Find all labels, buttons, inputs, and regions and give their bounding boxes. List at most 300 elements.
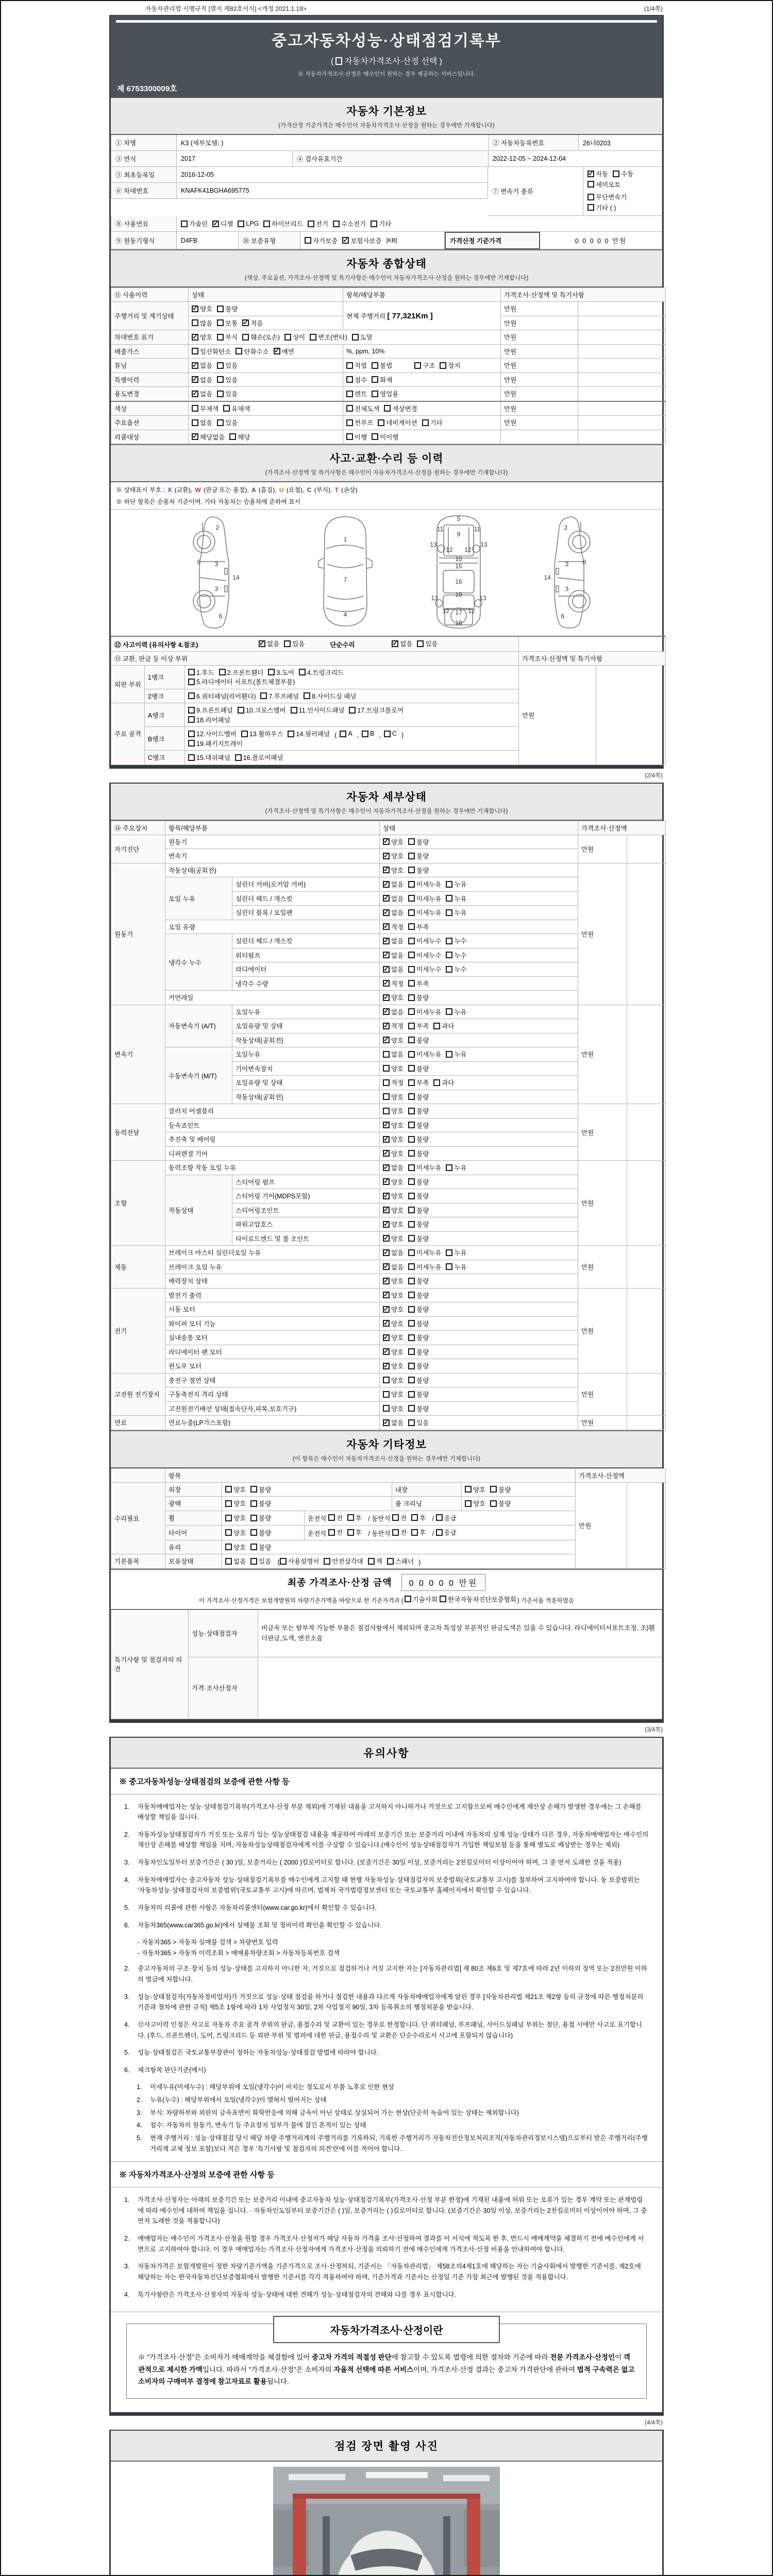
item-label: 타이로드엔드 및 볼 조인트: [232, 1231, 380, 1246]
state-option[interactable]: ✓ 매연: [274, 347, 294, 356]
detail-state-option[interactable]: 불량: [408, 1092, 429, 1101]
detail-state-option[interactable]: 불량: [408, 1177, 429, 1187]
state-option[interactable]: 도말: [352, 332, 373, 342]
detail-state-option[interactable]: ✓ 양호: [383, 851, 404, 860]
field-label: ③ 연식: [111, 151, 177, 167]
notice-item: 6. 체크항목 판단기준(예시): [124, 2066, 206, 2074]
detail-state-option[interactable]: 누유: [446, 879, 466, 889]
other-option[interactable]: 양호: [225, 1485, 246, 1494]
detail-state-option[interactable]: 불량: [408, 1106, 429, 1115]
detail-state-option[interactable]: ✓ 양호: [383, 1149, 404, 1158]
other-option[interactable]: 불량: [250, 1499, 271, 1508]
legend-symbol: X: [167, 486, 172, 494]
state-option[interactable]: 훼손(오손): [242, 332, 280, 342]
detail-state-option[interactable]: 미세누유: [408, 894, 441, 903]
other-option[interactable]: 불량: [250, 1513, 271, 1522]
final-price-label: 최종 가격조사·산정 금액: [287, 1578, 392, 1588]
panel-option[interactable]: 9.프론트패널: [188, 705, 233, 715]
state-option[interactable]: 없음: [192, 418, 212, 427]
detail-state-option[interactable]: 부족: [408, 1078, 429, 1087]
detail-state-option[interactable]: ✓ 양호: [383, 1333, 404, 1342]
item-option[interactable]: 장치: [440, 361, 460, 370]
detail-state-option[interactable]: ✓ 없음: [383, 1007, 404, 1016]
detail-state-option[interactable]: 미세누유: [408, 908, 441, 917]
other-option[interactable]: 불량: [250, 1543, 271, 1552]
fuel-option[interactable]: ✓ 디젤: [212, 219, 233, 228]
detail-state-option[interactable]: ✓ 양호: [383, 993, 404, 1002]
other-option[interactable]: 양호: [465, 1499, 485, 1508]
state-option[interactable]: 있음: [217, 375, 238, 384]
panel-option[interactable]: 7.루프패널: [260, 691, 299, 701]
state-checks: [380, 1246, 578, 1260]
accident-history-option[interactable]: 있음: [284, 639, 305, 648]
pos-option[interactable]: 후: [347, 1528, 362, 1537]
detail-state-option[interactable]: 불량: [408, 851, 429, 860]
document-header: [111, 16, 662, 98]
simple-repair-option[interactable]: ✓ 없음: [392, 639, 412, 648]
other-option[interactable]: 불량: [490, 1485, 511, 1494]
pos-option[interactable]: 전: [392, 1528, 407, 1537]
detail-state-option[interactable]: 양호: [383, 1092, 404, 1101]
detail-state-option[interactable]: ✓ 없음: [383, 908, 404, 917]
detail-state-option[interactable]: 있음: [408, 1418, 429, 1427]
detail-state-option[interactable]: 불량: [408, 1389, 429, 1399]
other-title: 자동차 기타정보: [346, 1438, 427, 1451]
item-option[interactable]: 렌트: [346, 389, 367, 398]
fuel-option[interactable]: 하이브리드: [263, 219, 303, 228]
pos-option[interactable]: 전: [328, 1528, 343, 1537]
page-marker-1: (1/4쪽): [644, 5, 663, 12]
item-option[interactable]: 적법: [346, 361, 367, 370]
panel-option[interactable]: 17.트렁크플로어: [349, 705, 404, 715]
detail-state-option[interactable]: 미세누수: [408, 951, 441, 960]
diagram-number: 3: [565, 561, 569, 568]
detail-state-option[interactable]: 불량: [408, 1064, 429, 1073]
detail-state-option[interactable]: ✓ 양호: [383, 866, 404, 875]
other-header: [111, 1430, 662, 1468]
detail-state-option[interactable]: ✓ 양호: [383, 1219, 404, 1229]
detail-state-option[interactable]: 과다: [433, 1021, 454, 1030]
detail-state-option[interactable]: 불량: [408, 1276, 429, 1285]
detail-state-option[interactable]: 불량: [408, 1234, 429, 1243]
detail-state-option[interactable]: 불량: [408, 1036, 429, 1045]
item-option[interactable]: 썬루프: [346, 418, 373, 427]
hold-item-option[interactable]: 스패너: [387, 1556, 414, 1566]
mileage-amount-option[interactable]: ✓ 적음: [242, 318, 263, 328]
detail-state-option[interactable]: 미세누유: [408, 1007, 441, 1016]
state-checks: [380, 1146, 578, 1161]
mileage-amount-option[interactable]: 보통: [217, 318, 238, 328]
item-label: 실린더 커버(로커암 커버): [232, 877, 380, 892]
panel-option[interactable]: C: [384, 730, 397, 737]
detail-state-option[interactable]: 누유: [446, 1262, 466, 1272]
state-option[interactable]: ✓ 해당없음: [192, 432, 225, 442]
state-option[interactable]: 해당: [229, 432, 250, 442]
price-extra: [627, 1005, 666, 1104]
panel-option[interactable]: 16.플로어패널: [235, 753, 283, 762]
notice-item: 2. 매매업자는 매수인이 가격조사·산정을 원할 경우 가격조사·산정자가 해당 자동차 가격을 조사·산정하여 결과를 이 서식에 적도록 한 후, 반드시 매매계약을 체결하기 전에 매수인에게 서면으로 고지하여야 합니다. 이 경우 매매업자는 가격조사·산정자에게 가격조사·산정을 의뢰하기 전에 매수인에게 가격조사·산정 비용을 안내하여야 합니다.: [124, 2235, 644, 2253]
standard-book-option[interactable]: 한국자동차진단보증협회: [440, 1595, 516, 1604]
mileage-amount-option[interactable]: 많음: [192, 318, 212, 328]
item-option[interactable]: 미이행: [372, 432, 398, 442]
price-cell: 만원: [501, 401, 578, 416]
detail-state-option[interactable]: 부족: [408, 979, 429, 988]
pos-option[interactable]: 응급: [436, 1528, 457, 1537]
price-extra: [578, 372, 666, 387]
detail-state-option[interactable]: 미세누수: [408, 936, 441, 945]
item-label: 스티어링 펌프: [232, 1175, 380, 1189]
detail-state-option[interactable]: 불량: [408, 1134, 429, 1144]
warranty-option[interactable]: 자가보증: [305, 236, 338, 245]
detail-state-option[interactable]: 불량: [408, 1319, 429, 1328]
detail-state-option[interactable]: ✓ 적정: [383, 922, 404, 931]
detail-state-option[interactable]: 양호: [383, 1064, 404, 1073]
detail-state-option[interactable]: ✓ 양호: [383, 1276, 404, 1285]
item-option[interactable]: 구조: [414, 361, 435, 370]
detail-state-option[interactable]: ✓ 적정: [383, 979, 404, 988]
detail-state-option[interactable]: ✓ 양호: [383, 837, 404, 846]
form-meta-line: [109, 1, 664, 15]
panel-option[interactable]: 14.필러패널: [288, 729, 330, 738]
detail-state-option[interactable]: 양호: [383, 1106, 404, 1115]
state-option[interactable]: 있음: [217, 418, 238, 427]
state-option[interactable]: 탄화수소: [236, 347, 268, 356]
warranty-option[interactable]: ✓ 보험사보증: [342, 236, 381, 245]
standard-book-option[interactable]: 기술사회: [405, 1595, 438, 1604]
state-option[interactable]: 변조(변타): [310, 332, 347, 342]
other-option[interactable]: 불량: [490, 1499, 511, 1508]
detail-state-option[interactable]: 부족: [408, 922, 429, 931]
other-option[interactable]: 양호: [225, 1543, 246, 1552]
detail-state-option[interactable]: 누수: [446, 964, 466, 974]
transmission-option[interactable]: 기타 ( ): [587, 203, 616, 212]
other-option[interactable]: 양호: [225, 1499, 246, 1508]
legend-text: (손상): [341, 486, 358, 494]
rank-checks: [185, 665, 519, 689]
detail-state-option[interactable]: 미세누수: [408, 964, 441, 974]
other-option[interactable]: 양호: [225, 1513, 246, 1522]
other-option[interactable]: 양호: [465, 1485, 485, 1494]
detail-state-option[interactable]: 양호: [383, 1389, 404, 1399]
other-subtitle: (이 항목은 매수인이 자동차가격조사·산정을 원하는 경우에만 기재합니다): [293, 1455, 480, 1462]
detail-state-option[interactable]: 불량: [408, 1121, 429, 1130]
detail-state-option[interactable]: ✓ 없음: [383, 1248, 404, 1257]
detail-state-option[interactable]: 불량: [408, 866, 429, 875]
state-option[interactable]: 상이: [284, 332, 305, 342]
detail-state-option[interactable]: 불량: [408, 1376, 429, 1385]
item-option[interactable]: 색상변경: [384, 404, 417, 413]
detail-state-option[interactable]: 양호: [383, 1376, 404, 1385]
pos-option[interactable]: 후: [411, 1528, 426, 1537]
detail-title: 자동차 세부상태: [346, 791, 427, 803]
hold-item-option[interactable]: 사용설명서: [280, 1556, 319, 1566]
state-option[interactable]: 있음: [217, 389, 238, 398]
detail-state-option[interactable]: ✓ 양호: [383, 1361, 404, 1370]
mileage-amount: [189, 316, 343, 330]
detail-state-option[interactable]: ✓ 양호: [383, 1134, 404, 1144]
subgroup-label: 냉각수 누수: [165, 934, 232, 991]
item-label: 작동상태(공회전): [232, 1090, 380, 1104]
item-label: 작동상태(공회전): [165, 863, 380, 877]
state-checks: [380, 835, 578, 849]
accident-title: 사고·교환·수리 등 이력: [329, 453, 444, 465]
document-title: 중고자동차성능·상태점검기록부: [272, 32, 501, 49]
state-checks: [380, 1189, 578, 1204]
detail-state-option[interactable]: 불량: [408, 1404, 429, 1413]
fuel-option[interactable]: 가솔린: [181, 219, 208, 228]
detail-state-option[interactable]: 불량: [408, 1291, 429, 1300]
rank-label: A랭크: [145, 703, 185, 727]
panel-option[interactable]: A: [340, 730, 352, 737]
panel-option[interactable]: 2.프론트휀더: [219, 668, 264, 677]
panel-option[interactable]: 1.후드: [188, 668, 214, 677]
state-option[interactable]: ✓ 없음: [192, 375, 212, 384]
detail-state-option[interactable]: 과다: [433, 1078, 454, 1087]
price-extra: [578, 344, 666, 359]
panel-option[interactable]: 8.사이드실 패널: [304, 691, 356, 701]
price-extra: [627, 835, 666, 863]
other-option[interactable]: 불량: [250, 1485, 271, 1494]
hold-option[interactable]: 있음: [250, 1556, 271, 1566]
detail-state-option[interactable]: 누수: [446, 936, 466, 945]
state-checks: [222, 1540, 576, 1554]
state-checks: [380, 1019, 578, 1033]
detail-state-option[interactable]: 미세누유: [408, 1049, 441, 1059]
detail-state-option[interactable]: 누유: [446, 908, 466, 917]
state-checks: [222, 1497, 392, 1511]
item-checks: [343, 372, 501, 387]
rank-checks: [185, 703, 519, 727]
item-label: 동력조향 작동 오일 누유: [165, 1161, 380, 1175]
detail-state-option[interactable]: 미세누유: [408, 1163, 441, 1172]
detail-state-option[interactable]: ✓ 없음: [383, 1262, 404, 1272]
panel-price-header: 가격조사·산정액 및 특기사항: [519, 651, 666, 665]
other-option[interactable]: 불량: [250, 1528, 271, 1537]
state-checks: [222, 1526, 305, 1540]
state-checks: [189, 344, 343, 359]
detail-state-option[interactable]: 불량: [408, 993, 429, 1002]
panel-option[interactable]: 15.대쉬패널: [188, 753, 230, 762]
diagram-number: 12: [442, 607, 449, 615]
basic-info-subtitle: (가격산정 기준가격은 매수인이 자동차가격조사·산정을 원하는 경우에만 기재합니다): [278, 123, 495, 129]
mileage-state-option[interactable]: ✓ 양호: [192, 304, 212, 313]
state-checks: [380, 1005, 578, 1019]
detail-state-option[interactable]: ✓ 없음: [383, 879, 404, 889]
item-label: 변속기: [165, 849, 380, 863]
panel-option[interactable]: 11.인사이드패널: [291, 705, 345, 715]
page-marker-3: (3/4쪽): [645, 1726, 663, 1733]
panel-option[interactable]: 4.트렁크리드: [299, 668, 344, 677]
detail-state-option[interactable]: 누유: [446, 894, 466, 903]
detail-state-option[interactable]: ✓ 없음: [383, 1163, 404, 1172]
hold-item-option[interactable]: 안전삼각대: [324, 1556, 363, 1566]
item-label: 파워고압호스: [232, 1217, 380, 1232]
price-cell: 만원: [578, 1373, 627, 1416]
warranty-label: ⑩ 보증유형: [239, 232, 300, 249]
item-label: 원동기: [165, 835, 380, 849]
model-year: 2017: [177, 151, 293, 167]
detail-state-option[interactable]: 불량: [408, 1347, 429, 1357]
detail-state-option[interactable]: ✓ 양호: [383, 1206, 404, 1215]
detail-state-option[interactable]: 불량: [408, 1361, 429, 1370]
diagram-number: 10: [455, 555, 462, 563]
appraiser-label: 가격·조사산정자: [189, 1657, 258, 1719]
panel-option[interactable]: 13.휠하우스: [241, 729, 283, 738]
panel-option[interactable]: 19.패키지트레이: [188, 739, 243, 748]
detail-state-option[interactable]: ✓ 양호: [383, 1036, 404, 1045]
state-checks: [380, 934, 578, 948]
panel-option[interactable]: 12.사이드멤버: [188, 729, 237, 738]
panel-option[interactable]: B: [362, 730, 374, 737]
state-option[interactable]: 유채색: [223, 404, 250, 413]
price-cell: 만원: [501, 302, 578, 316]
item-label: 등속죠인트: [165, 1118, 380, 1132]
car-diagram: [111, 509, 662, 636]
detail-state-option[interactable]: 누유: [446, 1248, 466, 1257]
diagram-number: 8: [582, 558, 586, 566]
col-header: [111, 1468, 165, 1482]
notice-item: 5. 성능·상태점검은 국토교통부장관이 정하는 자동차성능·상태점검 방법에 따라야 합니다.: [124, 2049, 379, 2057]
diagram-number: 3: [214, 561, 219, 568]
detail-state-option[interactable]: ✓ 없음: [383, 964, 404, 974]
rank-label: C랭크: [145, 751, 185, 765]
item-option[interactable]: 전체도색: [346, 404, 379, 413]
fuel-option[interactable]: LPG: [238, 220, 259, 227]
pos-option[interactable]: 후: [347, 1513, 362, 1522]
detail-state-option[interactable]: ✓ 양호: [383, 1234, 404, 1243]
transmission-option[interactable]: 무단변속기: [587, 192, 627, 201]
diagram-number: 3: [565, 585, 569, 592]
detail-state-option[interactable]: 불량: [408, 1333, 429, 1342]
fuel-option[interactable]: 전기: [308, 219, 328, 228]
detail-state-option[interactable]: ✓ 양호: [383, 1191, 404, 1200]
detail-state-option[interactable]: 불량: [408, 1304, 429, 1314]
accident-history-option[interactable]: ✓ 없음: [259, 639, 279, 648]
field-label: ⑨ 원동기형식: [111, 232, 177, 249]
detail-state-option[interactable]: 불량: [408, 1219, 429, 1229]
detail-state-option[interactable]: ✓ 양호: [383, 1291, 404, 1300]
pos-option[interactable]: 전: [328, 1513, 343, 1522]
item-option[interactable]: 불법: [372, 361, 392, 370]
detail-state-option[interactable]: 누수: [446, 951, 466, 960]
detail-state-option[interactable]: 불량: [408, 1206, 429, 1215]
state-option[interactable]: 무채색: [192, 404, 219, 413]
fuel-option[interactable]: 기타: [371, 219, 391, 228]
diagram-number: 12: [468, 607, 475, 615]
transmission-option[interactable]: ✓ 자동: [587, 169, 608, 178]
car-name: K3 (세부모델: ): [177, 135, 489, 151]
state-checks: [380, 1090, 578, 1104]
state-option[interactable]: 있음: [217, 361, 238, 370]
simple-repair-option[interactable]: 있음: [417, 639, 438, 648]
pos-option[interactable]: 후: [411, 1513, 426, 1522]
field-label: ④ 검사유효기간: [293, 151, 489, 167]
state-option[interactable]: ✓ 없음: [192, 361, 212, 370]
transmission-option[interactable]: 세미오토: [587, 180, 620, 189]
detail-state-option[interactable]: 미세누유: [408, 1248, 441, 1257]
device-group-label: 전기: [111, 1288, 165, 1373]
hold-option[interactable]: 없음: [225, 1556, 246, 1566]
detail-state-option[interactable]: ✓ 없음: [383, 951, 404, 960]
fuel-option[interactable]: 수소전기: [333, 219, 366, 228]
item-option[interactable]: 침수: [346, 375, 367, 384]
detail-state-option[interactable]: 누유: [446, 1007, 466, 1016]
detail-state-option[interactable]: 누유: [446, 1049, 466, 1059]
detail-state-option[interactable]: ✓ 없음: [383, 936, 404, 945]
detail-state-option[interactable]: 없음: [383, 1049, 404, 1059]
item-option[interactable]: 이행: [346, 432, 367, 442]
inspector-label: 성능·상태점검자: [189, 1609, 258, 1657]
detail-state-option[interactable]: ✓ 양호: [383, 1347, 404, 1357]
panel-option[interactable]: 6.쿼터패널(리어휀다): [188, 691, 256, 701]
state-option[interactable]: 일산화탄소: [192, 347, 231, 356]
panel-option[interactable]: 5.라디에이터 서포트(볼트체결부품): [188, 677, 295, 686]
state-checks: [462, 1497, 576, 1511]
detail-state-option[interactable]: ✓ 양호: [383, 1177, 404, 1187]
item-option[interactable]: 네비게이션: [378, 418, 417, 427]
detail-state-option[interactable]: 부족: [408, 1021, 429, 1030]
item-option[interactable]: 영업용: [372, 389, 398, 398]
state-checks: [380, 991, 578, 1005]
detail-state-option[interactable]: ✓ 양호: [383, 1121, 404, 1130]
panel-option[interactable]: 3.도어: [268, 668, 294, 677]
transmission-option[interactable]: 수동: [613, 169, 633, 178]
detail-state-option[interactable]: 불량: [408, 1149, 429, 1158]
panel-option[interactable]: 10.크로스멤버: [238, 705, 286, 715]
state-checks: [380, 1274, 578, 1289]
pos-option[interactable]: 전: [392, 1513, 407, 1522]
state-checks: [380, 962, 578, 977]
state-option[interactable]: ✓ 양호: [192, 332, 212, 342]
price-cell: 만원: [501, 316, 578, 330]
detail-state-option[interactable]: ✓ 양호: [383, 1319, 404, 1328]
detail-state-option[interactable]: 미세누유: [408, 879, 441, 889]
item-option[interactable]: 화재: [372, 375, 392, 384]
state-option[interactable]: ✓ 없음: [192, 389, 212, 398]
state-checks: [380, 1401, 578, 1416]
item-label: 커먼레일: [165, 991, 380, 1005]
detail-state-option[interactable]: 불량: [408, 1191, 429, 1200]
panel-option[interactable]: 18.리어패널: [188, 715, 230, 724]
notice-list-b: [111, 2188, 662, 2312]
item-option[interactable]: 기타: [422, 418, 443, 427]
mileage-state-option[interactable]: 불량: [217, 304, 238, 313]
price-cell: 만원: [578, 1288, 627, 1373]
pos-option[interactable]: 응급: [436, 1513, 457, 1522]
detail-state-option[interactable]: 미세누유: [408, 1262, 441, 1272]
state-checks: [380, 1260, 578, 1274]
sheet-page4: [109, 2430, 664, 2576]
detail-state-option[interactable]: 양호: [383, 1404, 404, 1413]
detail-state-option[interactable]: ✓ 없음: [383, 1418, 404, 1427]
rank-label: 1랭크: [145, 665, 185, 689]
device-group-label: 연료: [111, 1416, 165, 1430]
detail-state-option[interactable]: 적정: [383, 1078, 404, 1087]
notice-item: 1. 가격조사·산정자는 아래의 보증기간 또는 보증거리 이내에 중고자동차 성능·상태점검기록부(가격조사·산정 부분 한정)에 기재된 내용에 허위 또는 오류가 있는 경우 계약 또는 관계법령에 따라 매수인에 대하여 책임을 집니다. · 자동차인도일부터 보증기간은 ( )일, 보증거리는 ( )킬로미터로 합니다. (보증기간은 30일 이상, 보증거리는 2천킬로미터 이상이어야 하며, 그 중 먼저 도래한 것을 적용합니다): [124, 2196, 647, 2225]
accident-note2: ※ 하단 항목은 승용차 기준이며, 기타 자동차는 승용차에 준하여 표시: [116, 498, 301, 505]
other-option[interactable]: 양호: [225, 1528, 246, 1537]
detail-state-option[interactable]: ✓ 없음: [383, 894, 404, 903]
state-option[interactable]: 부식: [217, 332, 238, 342]
hold-item-option[interactable]: 잭: [368, 1556, 382, 1566]
detail-state-option[interactable]: ✓ 적정: [383, 1021, 404, 1030]
detail-state-option[interactable]: 불량: [408, 837, 429, 846]
detail-state-option[interactable]: 누유: [446, 1163, 466, 1172]
diagram-number: 18: [455, 619, 462, 626]
detail-state-option[interactable]: ✓ 양호: [383, 1304, 404, 1314]
price-extra: [627, 863, 666, 1005]
state-checks: [189, 387, 343, 401]
